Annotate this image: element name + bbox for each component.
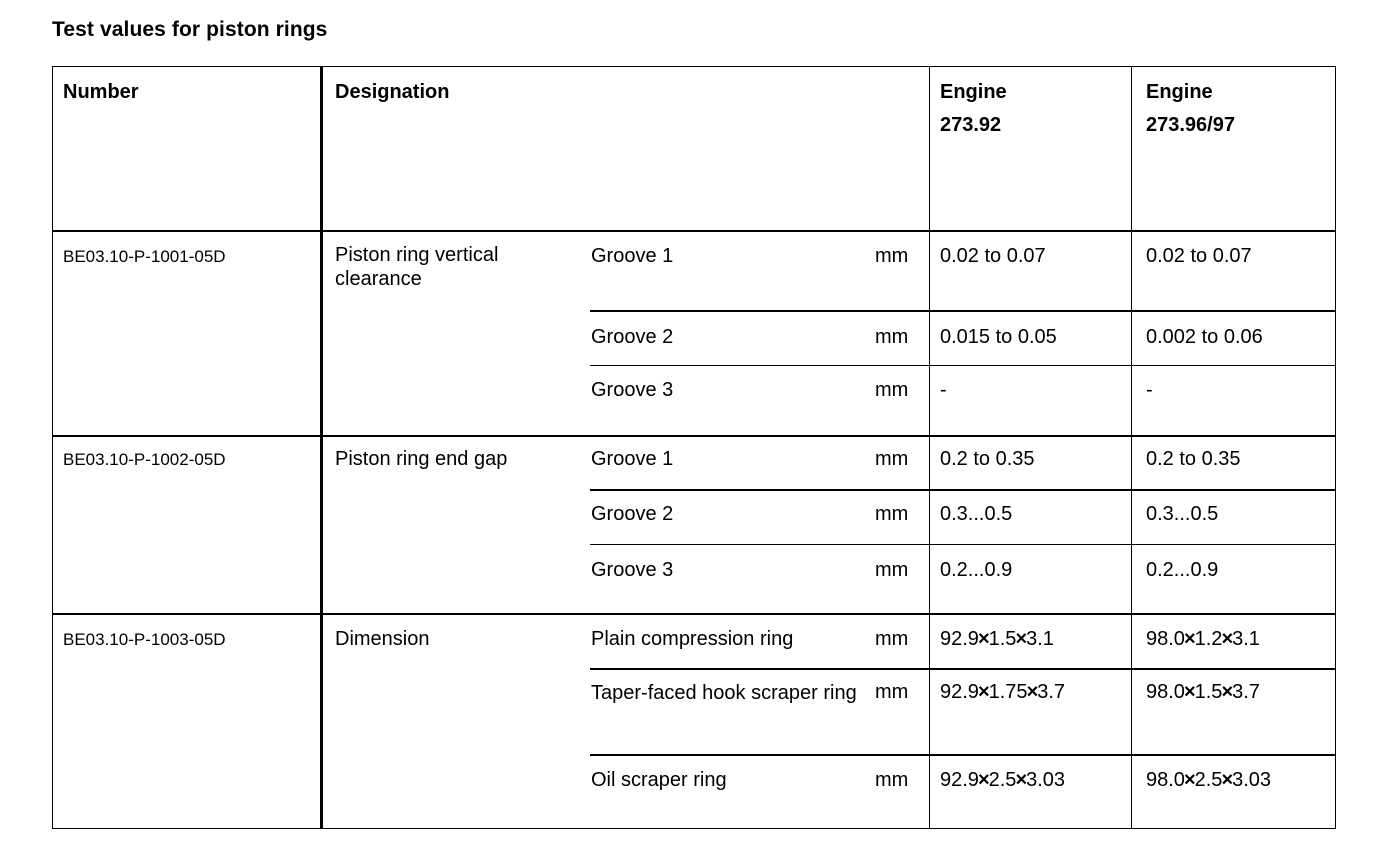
header-engine-1-label: Engine (940, 81, 1007, 103)
item-label: Groove 2 (591, 503, 674, 525)
engine-1-value: - (940, 379, 947, 401)
engine-1-dimension: 92.9×1.5×3.1 (940, 628, 1054, 650)
designation: Dimension (335, 628, 430, 650)
designation: Piston ring vertical clearance (335, 244, 499, 290)
item-label: Taper-faced hook scraper ring (591, 682, 857, 704)
engine-1-dimension: 92.9×1.75×3.7 (940, 681, 1066, 703)
item-label: Groove 1 (591, 245, 674, 267)
item-label: Oil scraper ring (591, 769, 727, 791)
piston-ring-test-values-table (52, 66, 1336, 829)
item-label: Plain compression ring (591, 628, 794, 650)
row-divider (590, 668, 1335, 670)
header-engine-1-model: 273.92 (940, 114, 1002, 136)
row-divider (590, 754, 1335, 756)
engine-1-value: 0.015 to 0.05 (940, 326, 1057, 348)
column-divider (320, 67, 323, 828)
test-number: BE03.10-P-1001-05D (63, 247, 226, 266)
unit-label: mm (875, 628, 909, 650)
engine-2-value: - (1146, 379, 1153, 401)
row-divider (53, 613, 1335, 615)
header-number: Number (63, 81, 139, 103)
unit-label: mm (875, 448, 909, 470)
row-divider (53, 435, 1335, 437)
column-divider (929, 67, 930, 828)
engine-2-value: 0.2...0.9 (1146, 559, 1219, 581)
unit-label: mm (875, 326, 909, 348)
row-divider (590, 489, 1335, 491)
header-designation: Designation (335, 81, 450, 103)
engine-2-value: 0.02 to 0.07 (1146, 245, 1252, 267)
item-label: Groove 3 (591, 379, 674, 401)
unit-label: mm (875, 769, 909, 791)
engine-1-value: 0.3...0.5 (940, 503, 1013, 525)
unit-label: mm (875, 559, 909, 581)
row-divider (53, 230, 1335, 232)
unit-label: mm (875, 503, 909, 525)
column-divider (1131, 67, 1132, 828)
designation: Piston ring end gap (335, 448, 508, 470)
engine-1-dimension: 92.9×2.5×3.03 (940, 769, 1066, 791)
test-number: BE03.10-P-1002-05D (63, 450, 226, 469)
item-label: Groove 2 (591, 326, 674, 348)
engine-2-dimension: 98.0×2.5×3.03 (1146, 769, 1272, 791)
engine-2-dimension: 98.0×1.5×3.7 (1146, 681, 1260, 703)
engine-2-value: 0.2 to 0.35 (1146, 448, 1241, 470)
row-divider (590, 544, 1335, 545)
unit-label: mm (875, 681, 909, 703)
item-label: Groove 1 (591, 448, 674, 470)
document-title: Test values for piston rings (52, 18, 328, 41)
header-engine-2-model: 273.96/97 (1146, 114, 1235, 136)
engine-2-value: 0.002 to 0.06 (1146, 326, 1263, 348)
test-number: BE03.10-P-1003-05D (63, 630, 226, 649)
engine-1-value: 0.2...0.9 (940, 559, 1013, 581)
engine-1-value: 0.02 to 0.07 (940, 245, 1046, 267)
row-divider (590, 310, 1335, 312)
item-label: Groove 3 (591, 559, 674, 581)
unit-label: mm (875, 245, 909, 267)
engine-2-dimension: 98.0×1.2×3.1 (1146, 628, 1260, 650)
row-divider (590, 365, 1335, 366)
engine-2-value: 0.3...0.5 (1146, 503, 1219, 525)
engine-1-value: 0.2 to 0.35 (940, 448, 1035, 470)
unit-label: mm (875, 379, 909, 401)
header-engine-2-label: Engine (1146, 81, 1213, 103)
